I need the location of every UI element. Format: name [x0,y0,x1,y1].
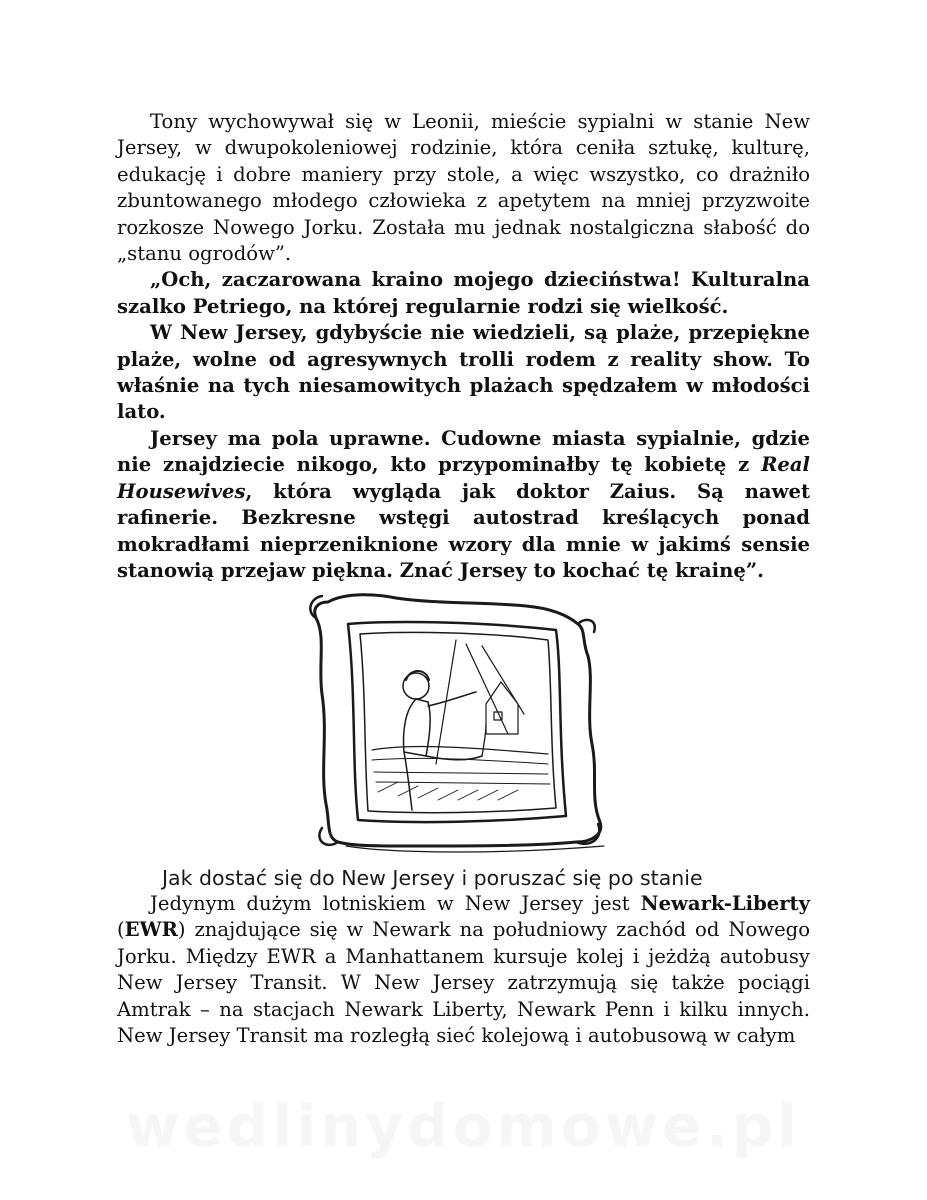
quote-paragraph-1: „Och, zaczarowana kraino mojego dzieciństwa! Kulturalna szalko Petriego, na której regularnie rodzi się wielkość. [117,268,810,318]
section-paragraph [117,891,810,1049]
section-body [117,891,810,1049]
paragraph-intro: Tony wychowywał się w Leonii, mieście sypialni w stanie New Jersey, w dwupokoleniowej rodzinie, która ceniła sztukę, kulturę, edukację i dobre maniery przy stole, a więc wszystko, co drażniło zbuntowanego młodego człowieka z apetytem na mniej przyzwoite rozkosze Nowego Jorku. Została mu jednak nostalgiczna słabość do „stanu ogrodów”. [117,110,810,266]
quote-paragraph-2: W New Jersey, gdybyście nie wiedzieli, są plaże, przepiękne plaże, wolne od agresywnych trolli rodem z reality show. To właśnie na tych niesamowitych plażach spędzałem w młodości lato. [117,321,810,424]
quote-text-a: Jersey ma pola uprawne. Cudowne miasta sypialnie, gdzie nie znajdziecie nikogo, kto przypominałby tę kobietę z [117,426,810,477]
quote-text-b: , która wygląda jak doktor Zaius. Są nawet rafinerie. Bezkresne wstęgi autostrad kreślących ponad mokradłami nieprzeniknione wzory dla mnie w jakimś sensie stanowią przejaw piękna. Znać Jersey to kochać tę krainę”. [117,479,810,582]
framed-portrait-sketch-icon [286,584,636,854]
airport-name: Newark-Liberty [640,892,810,915]
show-title: Real Housewives [117,453,810,503]
section-text-b: ( [117,918,125,942]
section-heading: Jak dostać się do New Jersey i poruszać się po stanie [162,866,703,890]
section-text-c: ) znajdujące się w Newark na południowy zachód od Nowego Jorku. Między EWR a Manhattanem kursuje kolej i jeżdżą autobusy New Jersey Transit. W New Jersey zatrzymują się także pociągi Amtrak – na stacjach Newark Liberty, Newark Penn i kilku innych. New Jersey Transit ma rozległą sieć kolejową i autobusową w całym [117,918,810,1048]
section-text-a: Jedynym dużym lotniskiem w New Jersey jest [150,892,641,915]
watermark: wedlinydomowe.pl [125,1092,802,1160]
text-block [117,109,810,584]
quote-paragraph-3 [117,426,810,584]
airport-code: EWR [124,918,178,942]
